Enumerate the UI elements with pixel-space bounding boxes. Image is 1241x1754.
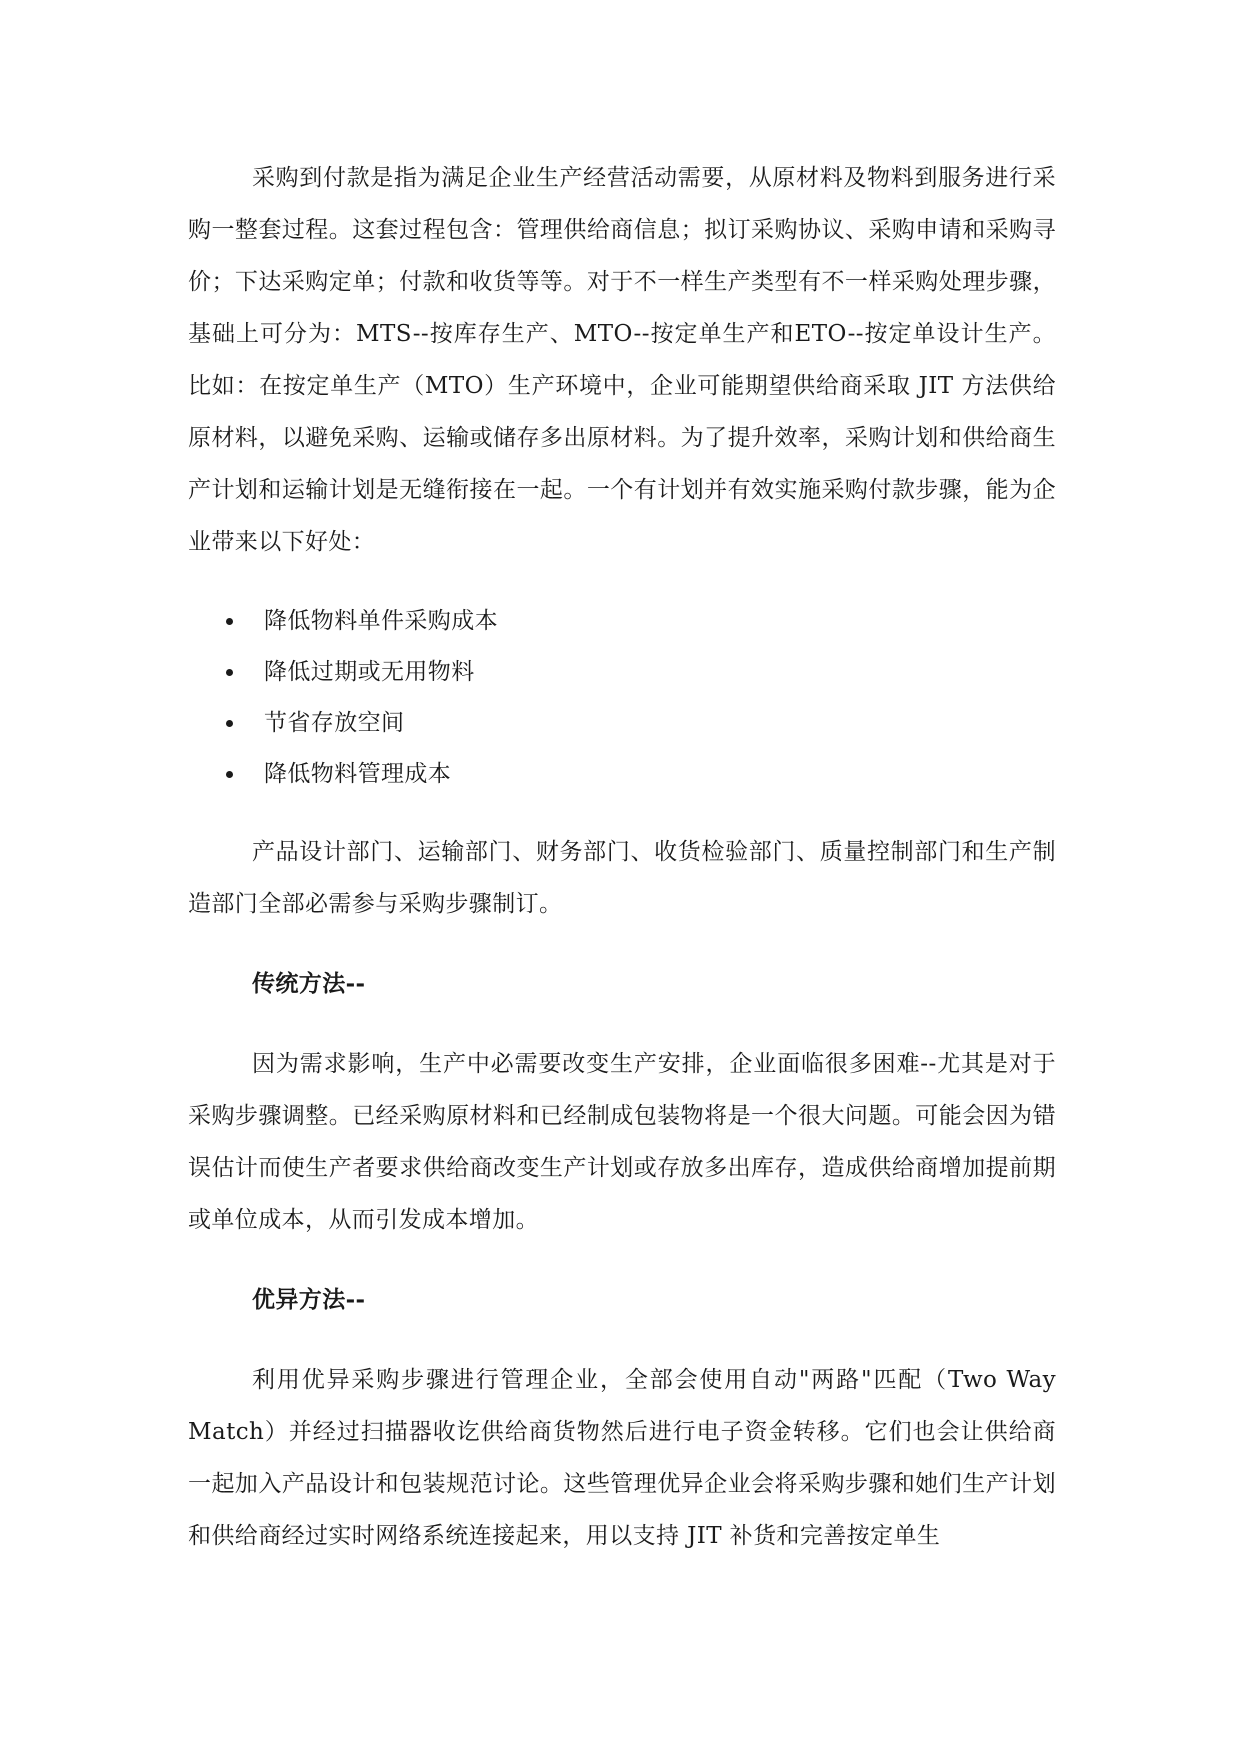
list-item-text: 节省存放空间 xyxy=(264,710,405,736)
bullet-icon xyxy=(226,618,233,625)
bullet-icon xyxy=(226,669,233,676)
list-item-text: 降低过期或无用物料 xyxy=(264,659,475,685)
traditional-method-paragraph: 因为需求影响，生产中必需要改变生产安排，企业面临很多困难--尤其是对于采购步骤调整。已经采购原材料和已经制成包装物将是一个很大问题。可能会因为错误估计而使生产者要求供给商改变生产计划或存放多出库存，造成供给商增加提前期或单位成本，从而引发成本增加。 xyxy=(188,1051,1056,1233)
list-item xyxy=(188,698,1056,749)
document-body xyxy=(188,152,1056,1562)
list-item-text: 降低物料管理成本 xyxy=(264,761,452,787)
benefits-list xyxy=(188,596,1056,800)
traditional-method-heading: 传统方法-- xyxy=(252,970,366,997)
excellent-method-heading: 优异方法-- xyxy=(252,1286,366,1313)
bullet-icon xyxy=(226,720,233,727)
excellent-method-paragraph: 利用优异采购步骤进行管理企业，全部会使用自动"两路"匹配（Two Way Match）并经过扫描器收讫供给商货物然后进行电子资金转移。它们也会让供给商一起加入产品设计和包装规范讨论。这些管理优异企业会将采购步骤和她们生产计划和供给商经过实时网络系统连接起来，用以支持 JIT 补货和完善按定单生 xyxy=(188,1367,1056,1549)
intro-paragraph: 采购到付款是指为满足企业生产经营活动需要，从原材料及物料到服务进行采购一整套过程。这套过程包含：管理供给商信息；拟订采购协议、采购申请和采购寻价；下达采购定单；付款和收货等等。对于不一样生产类型有不一样采购处理步骤，基础上可分为：MTS--按库存生产、MTO--按定单生产和ETO--按定单设计生产。比如：在按定单生产（MTO）生产环境中，企业可能期望供给商采取 JIT 方法供给原材料，以避免采购、运输或储存多出原材料。为了提升效率，采购计划和供给商生产计划和运输计划是无缝衔接在一起。一个有计划并有效实施采购付款步骤，能为企业带来以下好处： xyxy=(188,165,1056,555)
list-item xyxy=(188,749,1056,800)
list-item-text: 降低物料单件采购成本 xyxy=(264,608,498,634)
departments-paragraph: 产品设计部门、运输部门、财务部门、收货检验部门、质量控制部门和生产制造部门全部必需参与采购步骤制订。 xyxy=(188,839,1056,917)
list-item xyxy=(188,647,1056,698)
list-item xyxy=(188,596,1056,647)
bullet-icon xyxy=(226,771,233,778)
